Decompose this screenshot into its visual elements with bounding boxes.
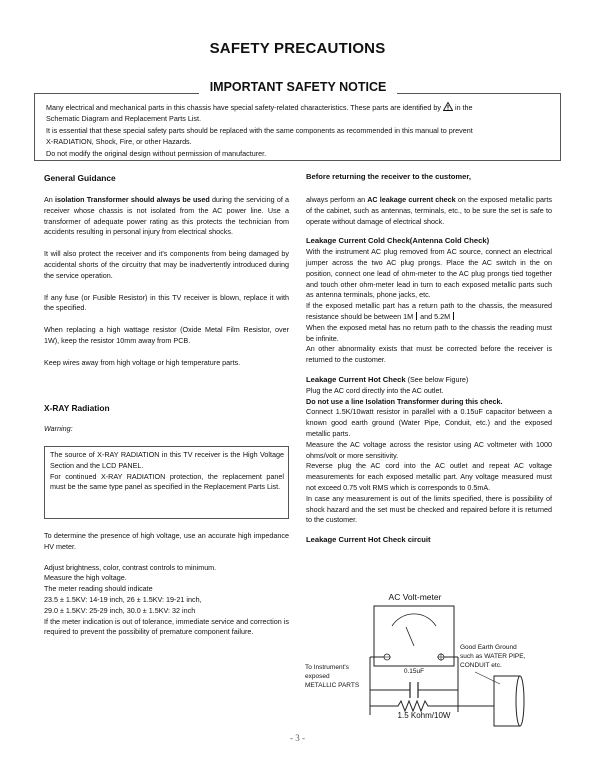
instrument-label-2: exposed [305,673,330,680]
notice-line-1b: in the [454,103,473,112]
notice-line-1a: Many electrical and mechanical parts in this chassis have special safety-related characteristics. These parts are identified by [46,103,441,112]
instrument-label-1: To Instrument's [305,664,349,671]
xray-warning-label: Warning: [44,424,73,433]
circuit-heading: Leakage Current Hot Check circuit [306,535,431,545]
general-p4: When replacing a high wattage resistor (Oxide Metal Film Resistor, over 1W), keep the resistor 10mm away from PCB. [44,325,289,345]
notice-line-4: X-RADIATION, Shock, Fire, or other Hazards. [46,137,192,147]
xray-warning-text: The source of X-RAY RADIATION in this TV receiver is the High Voltage Section and the LCD PANEL. For continued X-RAY RADIATION protection, the replacement panel must be the same type panel as specified in the Replacement Parts List. [50,450,284,492]
cold-p2: If the exposed metallic part has a return path to the chassis, the measured resistance should be between 1M and 5.2M [306,301,552,321]
instrument-label-3: METALLIC PARTS [305,682,360,689]
hot-p2: Do not use a line Isolation Transformer during this check. [306,396,503,406]
hot-p6: In case any measurement is out of the limits specified, there is possibility of shock hazard and the set must be checked and repaired before it is returned to the customer. [306,493,552,525]
volt-meter [374,606,454,666]
hot-p4: Measure the AC voltage across the resistor using AC voltmeter with 1000 ohms/volt or more sensitivity. [306,439,552,460]
page-title: SAFETY PRECAUTIONS [209,40,386,57]
resistor [370,701,458,711]
water-pipe [494,676,520,726]
before-returning-heading: Before returning the receiver to the customer, [306,172,471,181]
xray-body [44,531,289,638]
ground-label-1: Good Earth Ground [460,644,517,651]
pipe-end [516,676,524,726]
notice-line-5: Do not modify the original design without permission of manufacturer. [46,148,267,158]
meter-terminal-right [438,654,444,660]
xray-p1: To determine the presence of high voltage, use an accurate high impedance HV meter. [44,531,289,551]
capacitor-label: 0.15uF [403,668,425,675]
general-guidance-body [44,195,289,369]
hot-check-heading: Leakage Current Hot Check (See below Figure) [306,374,469,384]
general-p3: If any fuse (or Fusible Resistor) in this TV receiver is blown, replace it with the specified. [44,292,289,313]
meter-label: AC Volt-meter [388,592,442,602]
cold-p1: With the instrument AC plug removed from AC source, connect an electrical jumper across the two AC plug prongs. Place the AC switch in the on position, connect one lead of ohm-meter to the AC plug prongs tied together and touch other ohm-meter lead in turn to each exposed metallic parts such as antenna terminals, phone jacks, etc. [306,247,552,300]
general-guidance-heading: General Guidance [44,173,116,183]
xray-heading: X-RAY Radiation [44,403,110,413]
general-p1: An isolation Transformer should always be used during the servicing of a receiver whose chassis is not isolated from the AC power line. Use a transformer of adequate power rating as this protects the technician from accidents resulting in personal injury from electrical shocks. [44,195,290,237]
general-p2: It will also protect the receiver and it's components from being damaged by accidental shorts of the circuitry that may be inadvertently introduced during the service operation. [44,249,289,280]
warning-triangle-icon [443,102,453,111]
hot-p3: Connect 1.5K/10watt resistor in parallel with a 0.15uF capacitor between a known good earth ground (Water Pipe, Conduit, etc.) and the exposed metallic parts. [306,407,552,438]
notice-title: IMPORTANT SAFETY NOTICE [199,80,397,94]
resistor-label: 1.5 Kohm/10W [397,711,451,720]
ground-leader [475,672,500,684]
right-p1: always perform an AC leakage current check on the exposed metallic parts of the cabinet, such as antennas, terminals, etc., to be sure the set is safe to operate without damage of electrical shock. [306,195,552,226]
page-number: - 3 - [290,733,305,743]
cold-p4: An other abnormality exists that must be corrected before the receiver is returned to the customer. [306,344,552,365]
meter-dial [392,614,436,626]
xray-p3: If the meter indication is out of tolerance, immediate service and correction is required to prevent the possibility of premature component failure. [44,616,289,637]
right-body [306,195,552,546]
xray-p2: Adjust brightness, color, contrast controls to minimum. Measure the high voltage. The meter reading should indicate 23.5 ± 1.5KV: 14-19 inch, 26 ± 1.5KV: 19-21 inch, 29.0 ± 1.5KV: 25-29 inch, 30.0 ± 1.5KV: 32 inch [44,562,217,615]
meter-needle [406,627,414,646]
hot-p5: Reverse plug the AC cord into the AC outlet and repeat AC voltage measurements for each exposed metallic part. Any voltage measured must not exceed 0.75 volt RMS which is corresponds to 0.5mA. [306,461,552,492]
ground-label-3: CONDUIT etc. [460,662,502,669]
hot-p1: Plug the AC cord directly into the AC outlet. [306,385,444,395]
notice-line-3: It is essential that these special safety parts should be replaced with the same components as recommended in this manual to prevent [46,125,473,135]
meter-terminal-left [384,654,390,660]
ground-label-2: such as WATER PIPE, [460,653,526,660]
cold-check-heading: Leakage Current Cold Check(Antenna Cold Check) [306,236,490,246]
cold-p3: When the exposed metal has no return path to the chassis the reading must be infinite. [306,322,552,343]
notice-text [46,102,552,159]
general-p5: Keep wires away from high voltage or high temperature parts. [44,357,241,367]
notice-line-2: Schematic Diagram and Replacement Parts List. [46,114,201,124]
